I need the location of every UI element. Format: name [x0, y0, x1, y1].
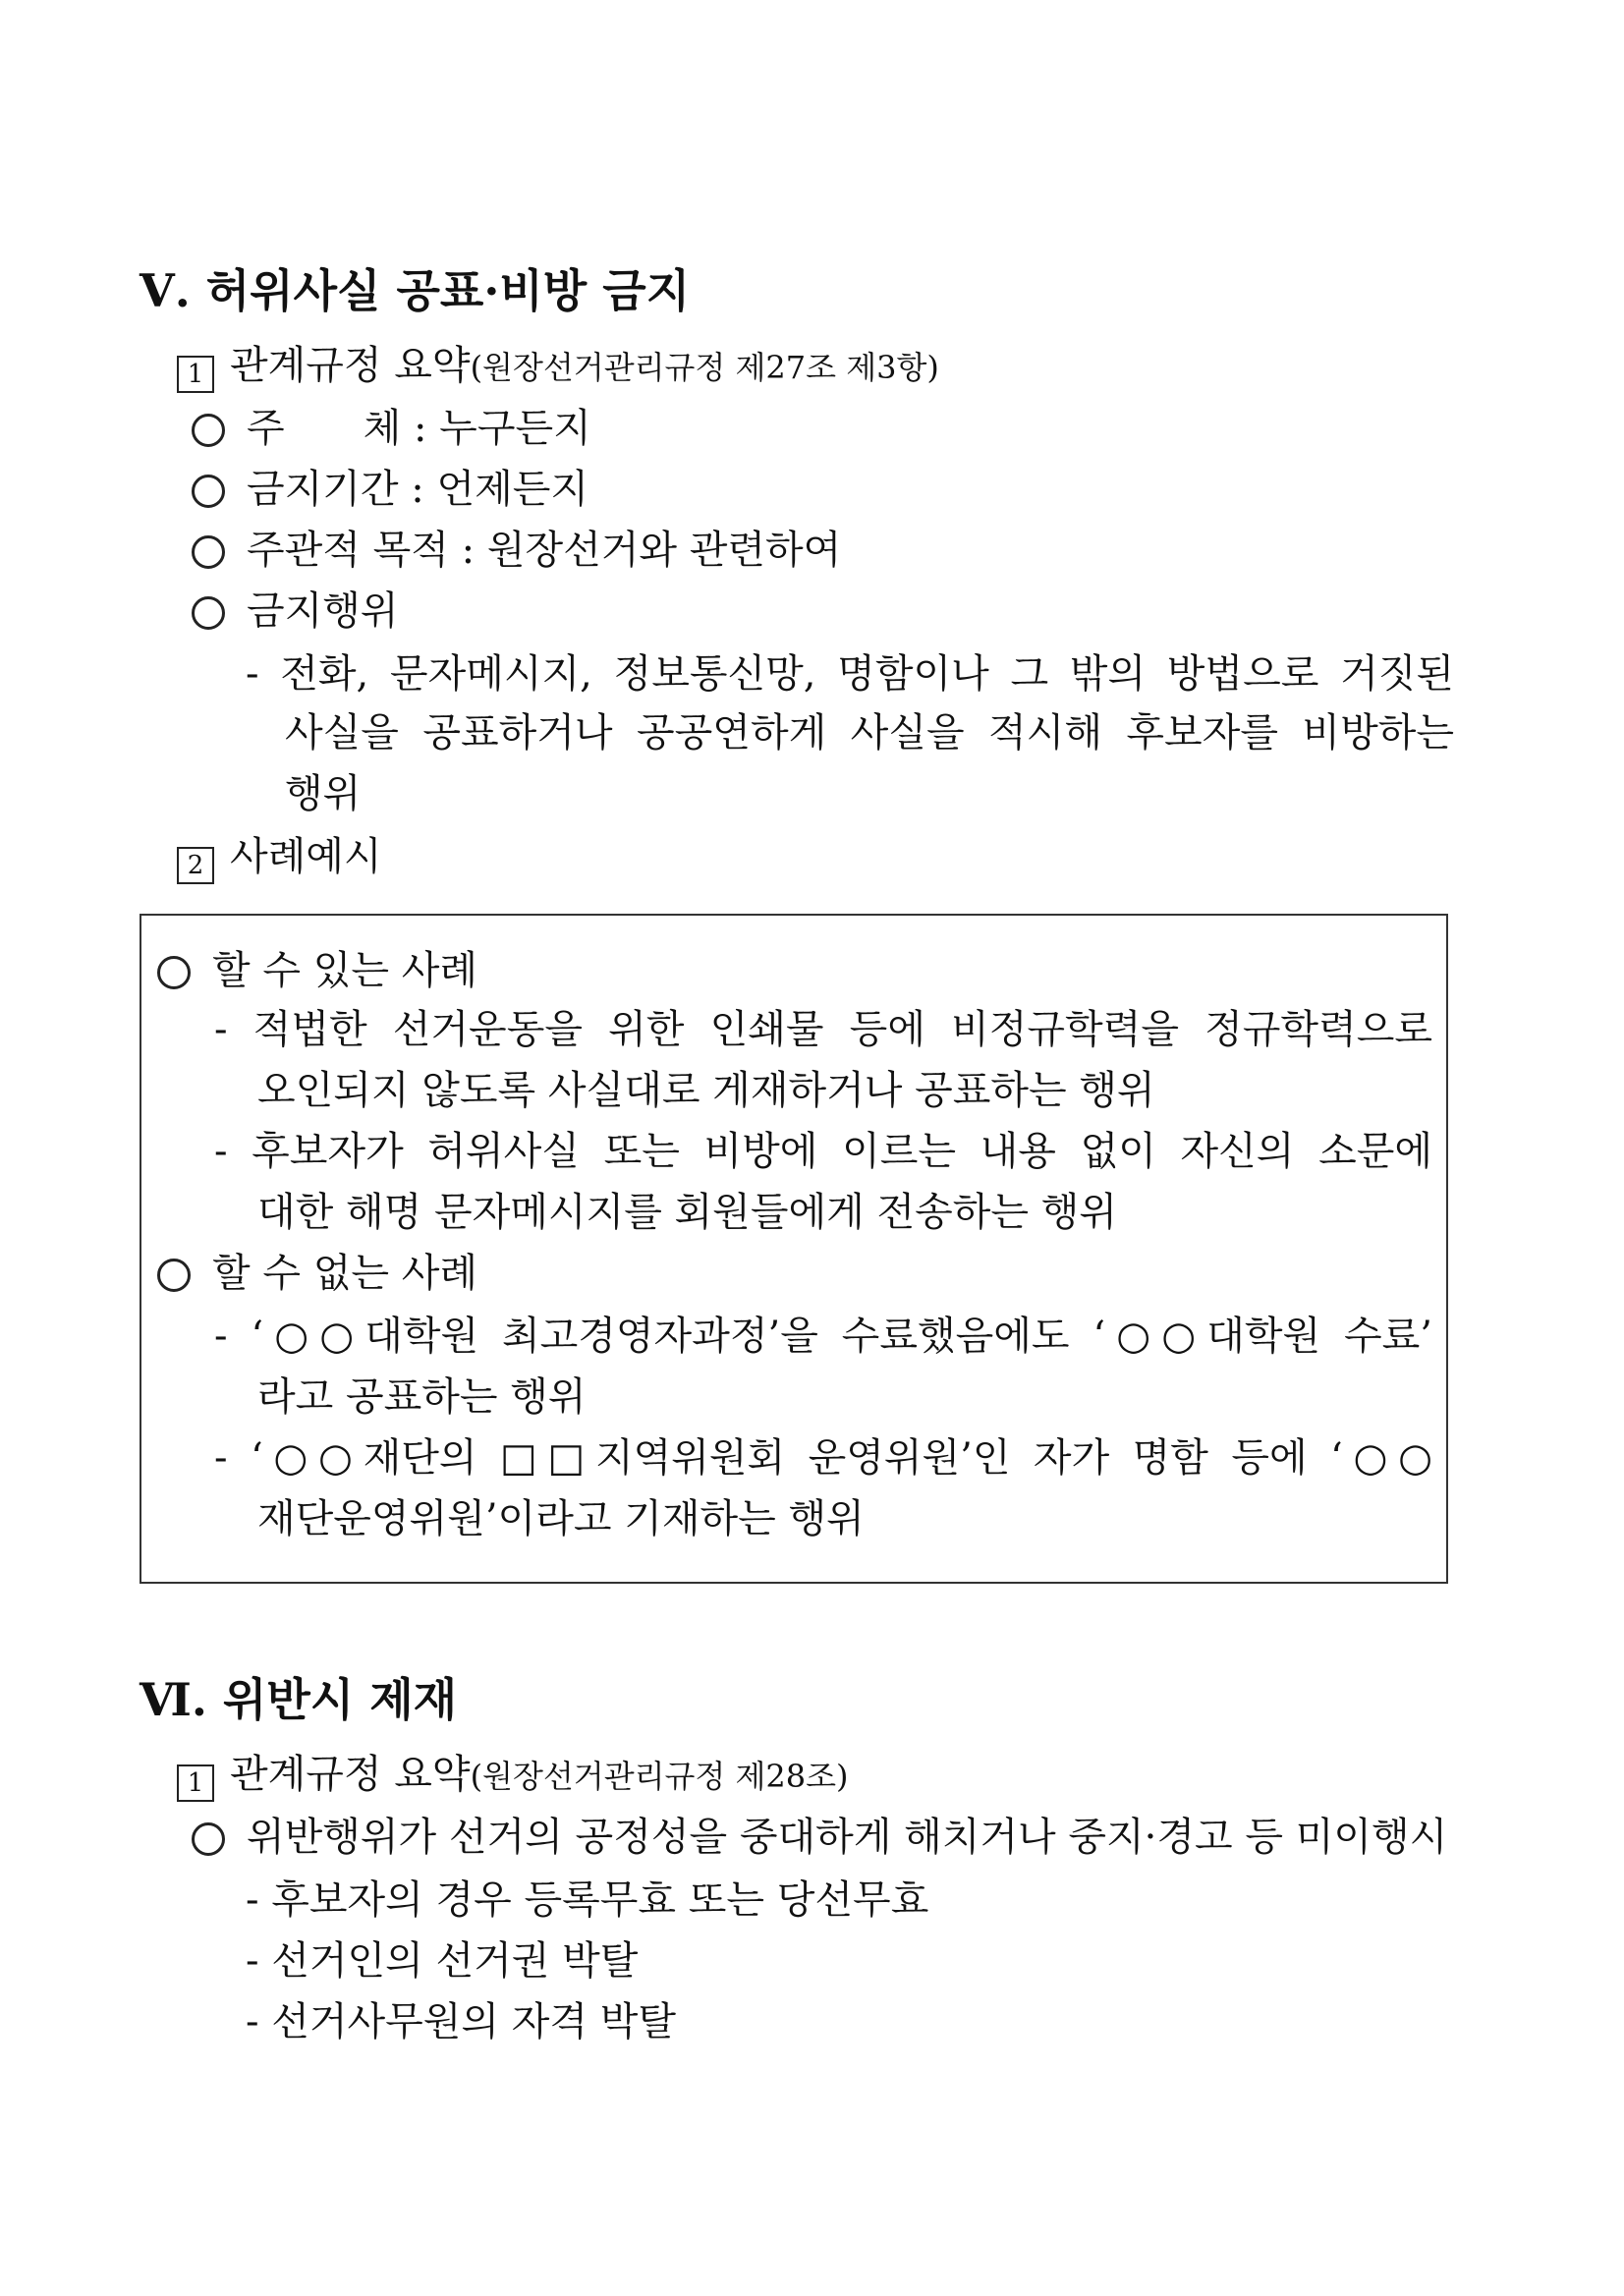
allowed-2-line-1: - 후보자가 허위사실 또는 비방에 이르는 내용 없이 자신의 소문에	[214, 1129, 1432, 1174]
circle-bullet-icon	[192, 535, 225, 569]
purpose-row	[192, 527, 841, 574]
circle-bullet-icon	[192, 475, 225, 508]
violation-text: 위반행위가 선거의 공정성을 중대하게 해치거나 중지·경고 등 미이행시	[247, 1815, 1448, 1860]
section-6-item-1	[177, 1751, 849, 1802]
forbidden-label: 할 수 없는 사례	[212, 1251, 477, 1296]
forbidden-heading	[157, 1250, 477, 1297]
act-label: 금지행위	[247, 588, 399, 634]
act-line-3: 행위	[285, 771, 362, 816]
circle-bullet-icon	[192, 1822, 225, 1856]
allowed-2-line-2: 대한 해명 문자메시지를 회원들에게 전송하는 행위	[257, 1190, 1118, 1235]
allowed-1-line-1: - 적법한 선거운동을 위한 인쇄물 등에 비정규학력을 정규학력으로	[214, 1007, 1432, 1052]
section-6-title: Ⅵ. 위반시 제재	[140, 1673, 458, 1726]
sanction-1: - 후보자의 경우 등록무효 또는 당선무효	[246, 1877, 929, 1923]
act-line-1: - 전화, 문자메시지, 정보통신망, 명함이나 그 밖의 방법으로 거짓된	[246, 651, 1454, 697]
number-box: 2	[177, 847, 214, 884]
forbidden-1-line-2: 라고 공표하는 행위	[257, 1374, 587, 1420]
forbidden-1-line-1: - ‘○○대학원 최고경영자과정’을 수료했음에도 ‘○○대학원 수료’	[214, 1314, 1432, 1359]
section-5-item-1	[177, 342, 939, 393]
item-label: 관계규정 요약	[230, 1752, 471, 1797]
circle-bullet-icon	[192, 414, 225, 447]
subject-text: 주 체 : 누구든지	[247, 406, 591, 451]
allowed-label: 할 수 있는 사례	[212, 948, 477, 993]
section-5-item-2	[177, 833, 382, 884]
violation-row	[192, 1814, 1447, 1861]
circle-bullet-icon	[157, 956, 191, 989]
purpose-text: 주관적 목적 : 원장선거와 관련하여	[247, 528, 842, 573]
forbidden-2-line-1: - ‘○○재단의 □□지역위원회 운영위원’인 자가 명함 등에 ‘○○	[214, 1435, 1432, 1481]
sanction-2: - 선거인의 선거권 박탈	[246, 1938, 639, 1984]
subject-row	[192, 405, 591, 452]
item-label: 관계규정 요약	[230, 343, 471, 388]
circle-bullet-icon	[192, 596, 225, 630]
sanction-3: - 선거사무원의 자격 박탈	[246, 1999, 677, 2044]
item-reference: (원장선거관리규정 제27조 제3항)	[470, 349, 939, 386]
item-label: 사례예시	[230, 834, 382, 879]
period-text: 금지기간 : 언제든지	[247, 467, 589, 512]
section-5-title: Ⅴ. 허위사실 공표·비방 금지	[140, 264, 691, 317]
number-box: 1	[177, 356, 214, 393]
allowed-1-line-2: 오인되지 않도록 사실대로 게재하거나 공표하는 행위	[257, 1068, 1155, 1113]
act-line-2: 사실을 공표하거나 공공연하게 사실을 적시해 후보자를 비방하는	[285, 710, 1454, 756]
period-row	[192, 466, 588, 513]
forbidden-2-line-2: 재단운영위원’이라고 기재하는 행위	[257, 1496, 865, 1541]
number-box: 1	[177, 1764, 214, 1802]
circle-bullet-icon	[157, 1259, 191, 1292]
allowed-heading	[157, 947, 477, 994]
item-reference: (원장선거관리규정 제28조)	[470, 1758, 849, 1795]
act-row	[192, 588, 399, 635]
